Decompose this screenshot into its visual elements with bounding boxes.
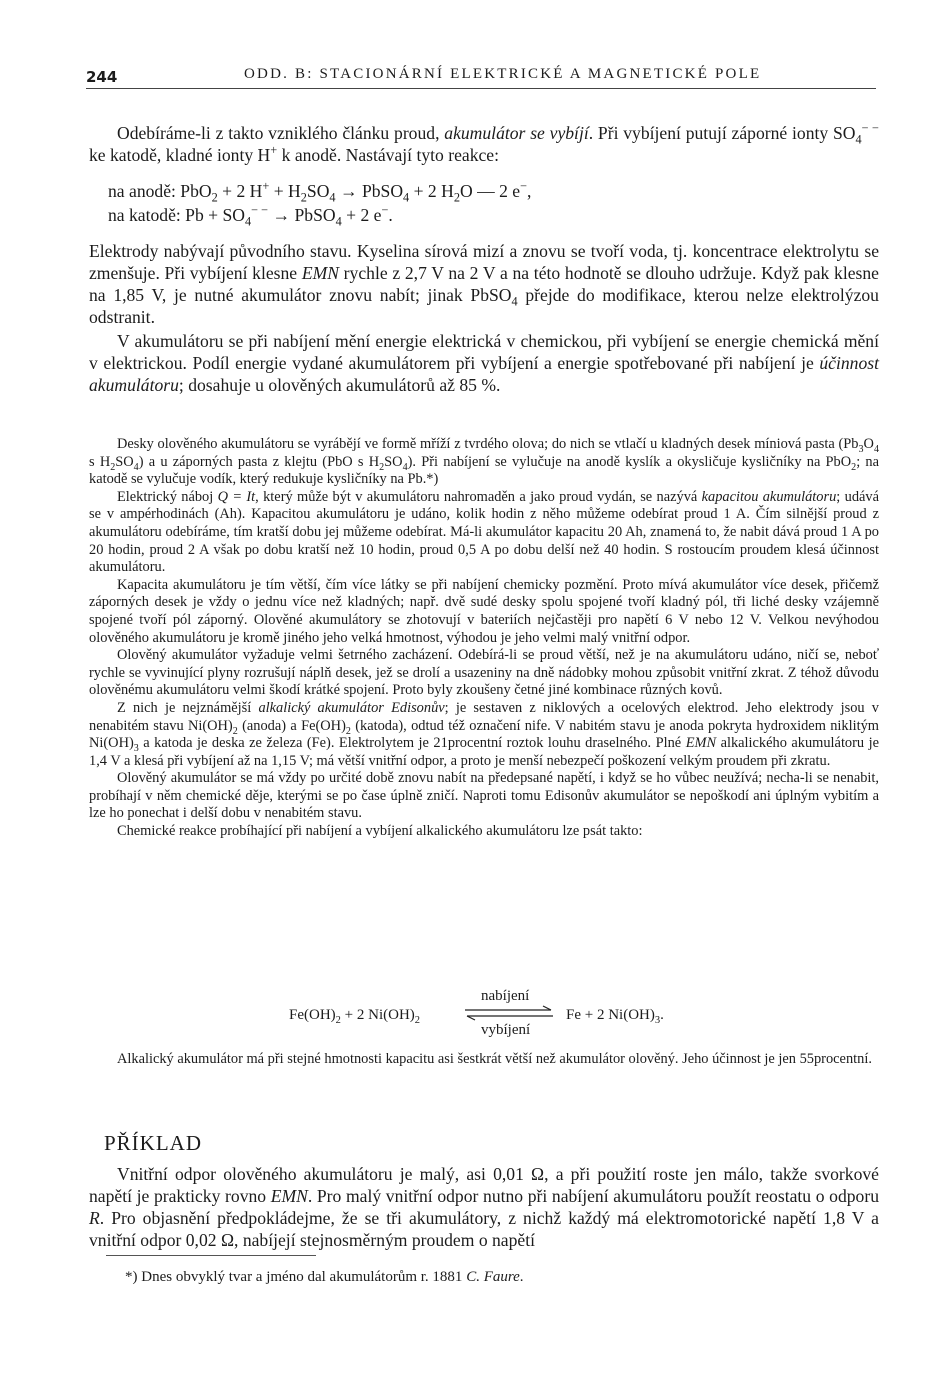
sub: 4 (402, 461, 408, 473)
equilibrium-arrows-icon (463, 1005, 555, 1021)
name-italic: C. Faure (466, 1269, 520, 1285)
term-italic: kapacitou akumulátoru (701, 488, 837, 505)
term-italic: akumulátor se vybíjí (444, 123, 589, 143)
small-print-section (89, 436, 879, 841)
text: ). Při nabíjení se vylučuje na anodě kyslík a okysličuje kysličníky na PbO (407, 453, 852, 470)
text: Z nich je nejznámější (117, 699, 259, 716)
paragraph-efficiency (89, 330, 879, 396)
text: . (660, 1007, 664, 1023)
text: → PbSO (335, 181, 404, 201)
text: V akumulátoru se při nabíjení mění energie elektrická v chemickou, při vybíjení se energie chemická mění v elektrickou. Podíl energie vydané akumulátorem při vybíjení a energie spotřebované při nabíjení je (89, 331, 879, 373)
header-title: ODD. B: STACIONÁRNÍ ELEKTRICKÉ A MAGNETICKÉ POLE (244, 66, 762, 82)
text: O — 2 e (459, 181, 521, 201)
alkaline-reaction (289, 988, 709, 1042)
text: na katodě: Pb + SO (108, 205, 245, 225)
sup: + (262, 179, 270, 194)
emn-italic: EMN (270, 1186, 308, 1206)
text: k anodě. Nastávají tyto reakce: (277, 145, 500, 165)
sub: 2 (211, 190, 218, 205)
text: ; udává se v ampérhodinách (Ah). Kapacitou akumulátoru je udáno, kolik hodin z něho můžeme odebírat proud 1 A. Čím silnější proud z akumulátoru odebíráme, tím kratší dobu jej můžeme odebírat. Má-li akumulátor kapacitu 20 Ah, znamená to, že nabit dává proud 1 A po 20 hodin, proud 2 A však po dobu kratší než 10 hodin, proud 0,5 A po dobu delší než 40 hodin. S rostoucím proudem klesá účinnost akumulátoru. (89, 488, 879, 576)
sub: 3 (654, 1015, 661, 1026)
intro-paragraph (89, 122, 879, 166)
paragraph-electrodes (89, 240, 879, 328)
text: + 2 e (341, 205, 382, 225)
sub: 4 (873, 443, 879, 455)
sub: 2 (110, 461, 116, 473)
text: . Při vybíjení putují záporné ionty SO (588, 123, 856, 143)
small-paragraph (89, 436, 879, 489)
footnote-divider (106, 1255, 316, 1256)
text: + H (269, 181, 301, 201)
sup: + (270, 143, 278, 158)
page-number: 244 (86, 68, 118, 86)
text: a katoda je deska ze železa (Fe). Elektrolytem je 21procentní roztok louhu draselného. Plné (138, 735, 686, 752)
text: , (527, 181, 532, 201)
running-header (86, 64, 876, 89)
term-italic: alkalický akumulátor Edisonův (258, 699, 445, 716)
sup: − − (861, 121, 880, 136)
text: na anodě: PbO (108, 181, 212, 201)
charging-label: nabíjení (481, 988, 530, 1004)
reaction-right (566, 1007, 664, 1024)
text: O (863, 436, 874, 452)
sub: 2 (851, 461, 857, 473)
small-paragraph-efficiency: Alkalický akumulátor má při stejné hmotnosti kapacitu asi šestkrát větší než akumulátor olověný. Jeho účinnost je jen 55procentní. (117, 1051, 872, 1067)
text: ) a u záporných pasta z klejtu (PbO s H (138, 453, 380, 470)
text: s H (89, 453, 111, 470)
sub: 2 (300, 190, 307, 205)
text: + 2 Ni(OH) (340, 1007, 415, 1023)
emn-italic: EMN (301, 263, 339, 283)
text: Elektrický náboj (117, 488, 218, 505)
footnote (125, 1269, 524, 1286)
sub: 3 (858, 443, 864, 455)
text: + 2 H (409, 181, 454, 201)
sub: 2 (335, 1015, 341, 1026)
text: SO (115, 453, 134, 470)
sub: 4 (329, 190, 336, 205)
sup: − − (251, 203, 269, 218)
small-paragraph: Olověný akumulátor vyžaduje velmi šetrného zacházení. Odebírá-li se proud větší, než je na akumulátoru udáno, ničí se, neboť rychle se vyvinující plyny rozrušují náplň desek, jež se drolí a usazeniny na dně nádobky mohou způsobit vnitřní zkrat. Z téhož důvodu olověnému akumulátoru velmi škodí krátké spojení. Proto byly zkoušeny četné jiné kombinace různých kovů. (89, 647, 879, 699)
sub: 4 (511, 294, 518, 309)
text: Odebíráme-li z takto vzniklého článku proud, (117, 123, 445, 143)
sup: − (520, 179, 528, 194)
sup: − (381, 203, 389, 218)
small-paragraph (89, 489, 879, 577)
text: Vnitřní odpor olověného akumulátoru je malý, asi 0,01 Ω, a při použití roste jen málo, takže svorkové napětí je prakticky rovno (89, 1164, 879, 1206)
text: ; je sestaven z niklových a ocelových elektrod. Jeho elektrody jsou v nenabitém stavu Ni(OH) (89, 699, 879, 734)
text: (katoda), odtud též označení nife. V nabitém stavu je anoda pokryta hydroxidem niklitým Ni(OH) (89, 717, 879, 752)
sub: 4 (335, 214, 342, 229)
sub: 4 (244, 214, 252, 229)
sub: 2 (453, 190, 460, 205)
anode-equation (108, 179, 532, 205)
sub: 3 (133, 742, 139, 754)
text: + 2 H (217, 181, 263, 201)
small-paragraph: Chemické reakce probíhající při nabíjení a vybíjení alkalického akumulátoru lze psát takto: (117, 823, 643, 840)
text: Desky olověného akumulátoru se vyrábějí ve formě mříží z tvrdého olova; do nich se vtlačí u kladných desek míniová pasta (Pb (117, 436, 859, 452)
text: ; dosahuje u olověných akumulátorů až 85 %. (178, 375, 501, 395)
sub: 4 (855, 132, 862, 147)
text: Fe + 2 Ni(OH) (566, 1007, 655, 1023)
small-paragraph (89, 700, 879, 770)
text: ke katodě, kladné ionty H (89, 145, 271, 165)
text: , který může být v akumulátoru nahromaděn a jako proud vydán, se nazývá (255, 488, 702, 505)
text: SO (306, 181, 330, 201)
reaction-left (289, 1007, 420, 1024)
sub: 2 (345, 725, 351, 737)
text: rychle z 2,7 V na 2 V a na této hodnotě se dlouho udržuje. Když pak klesne na 1,85 V, je nutné akumulátor znovu nabít; jinak PbSO (89, 263, 879, 305)
sub: 2 (379, 461, 385, 473)
text: . (519, 1269, 524, 1285)
text: . Pro malý vnitřní odpor nutno při nabíjení akumulátoru použít reostatu o odporu (307, 1186, 879, 1206)
sub: 2 (232, 725, 238, 737)
symbol-italic: R (89, 1208, 100, 1228)
text: alkalického akumulátoru je 1,4 V a klesá při vybíjení až na 1,15 V; má větší vnitřní odpor, a proto je menší nebezpečí poškození velkým proudem při zkratu. (89, 735, 879, 769)
text: . Pro objasnění předpokládejme, že se tři akumulátory, z nichž každý má elektromotorické napětí 1,8 V a vnitřní odpor 0,02 Ω, nabíjejí stejnosměrným proudem o napětí (89, 1208, 879, 1250)
text: . (388, 205, 393, 225)
sub: 4 (403, 190, 410, 205)
text: přejde do modifikace, kterou nelze elektrolýzou odstranit. (89, 285, 879, 327)
discharging-label: vybíjení (481, 1022, 531, 1038)
formula-italic: Q = It (217, 488, 256, 505)
text: *) Dnes obvyklý tvar a jméno dal akumulátorům r. 1881 (125, 1269, 467, 1285)
section-heading: PŘÍKLAD (104, 1131, 203, 1155)
small-paragraph: Kapacita akumulátoru je tím větší, čím více látky se při nabíjení chemicky pozmění. Proto mívá akumulátor více desek, přičemž záporných desek je vždy o jednu více než kladných; např. dvě sudé desky spolu spojené tvoří kladný pól, tři liché desky vzájemně spojené tvoří pól záporný. Olověné akumulátory se zhotovují v bateriích nejčastěji pro napětí 6 V nebo 12 V. Velkou nevýhodou olověného akumulátoru je kromě jiného jeho velká hmotnost, výhodou je jeho velmi malý vnitřní odpor. (89, 576, 879, 646)
cathode-equation (108, 203, 393, 229)
text: Elektrody nabývají původního stavu. Kyselina sírová mizí a znovu se tvoří voda, tj. koncentrace elektrolytu se zmenšuje. Při vybíjení klesne (89, 241, 879, 283)
sub: 4 (133, 461, 139, 473)
text: SO (384, 453, 403, 470)
term-italic: účinnost akumulátoru (89, 353, 879, 395)
small-paragraph: Olověný akumulátor se má vždy po určité době znovu nabít na předepsané napětí, i když se ho vůbec neužívá; necha-li se nenabit, probíhají v něm chemické děje, kterými se po čase úplně zničí. Naproti tomu Edisonův akumulátor se nepoškodí ani úplným vybitím a lze ho ponechat i delší dobu v nenabitém stavu. (89, 770, 879, 822)
emn-italic: EMN (685, 735, 717, 752)
text: Fe(OH) (289, 1007, 336, 1023)
text: → PbSO (268, 205, 336, 225)
text: (anoda) a Fe(OH) (237, 717, 346, 734)
text: ; na katodě se vylučuje vodík, který redukuje kysličníky na Pb.*) (89, 453, 880, 488)
sub: 2 (414, 1015, 421, 1026)
example-paragraph (89, 1163, 879, 1251)
